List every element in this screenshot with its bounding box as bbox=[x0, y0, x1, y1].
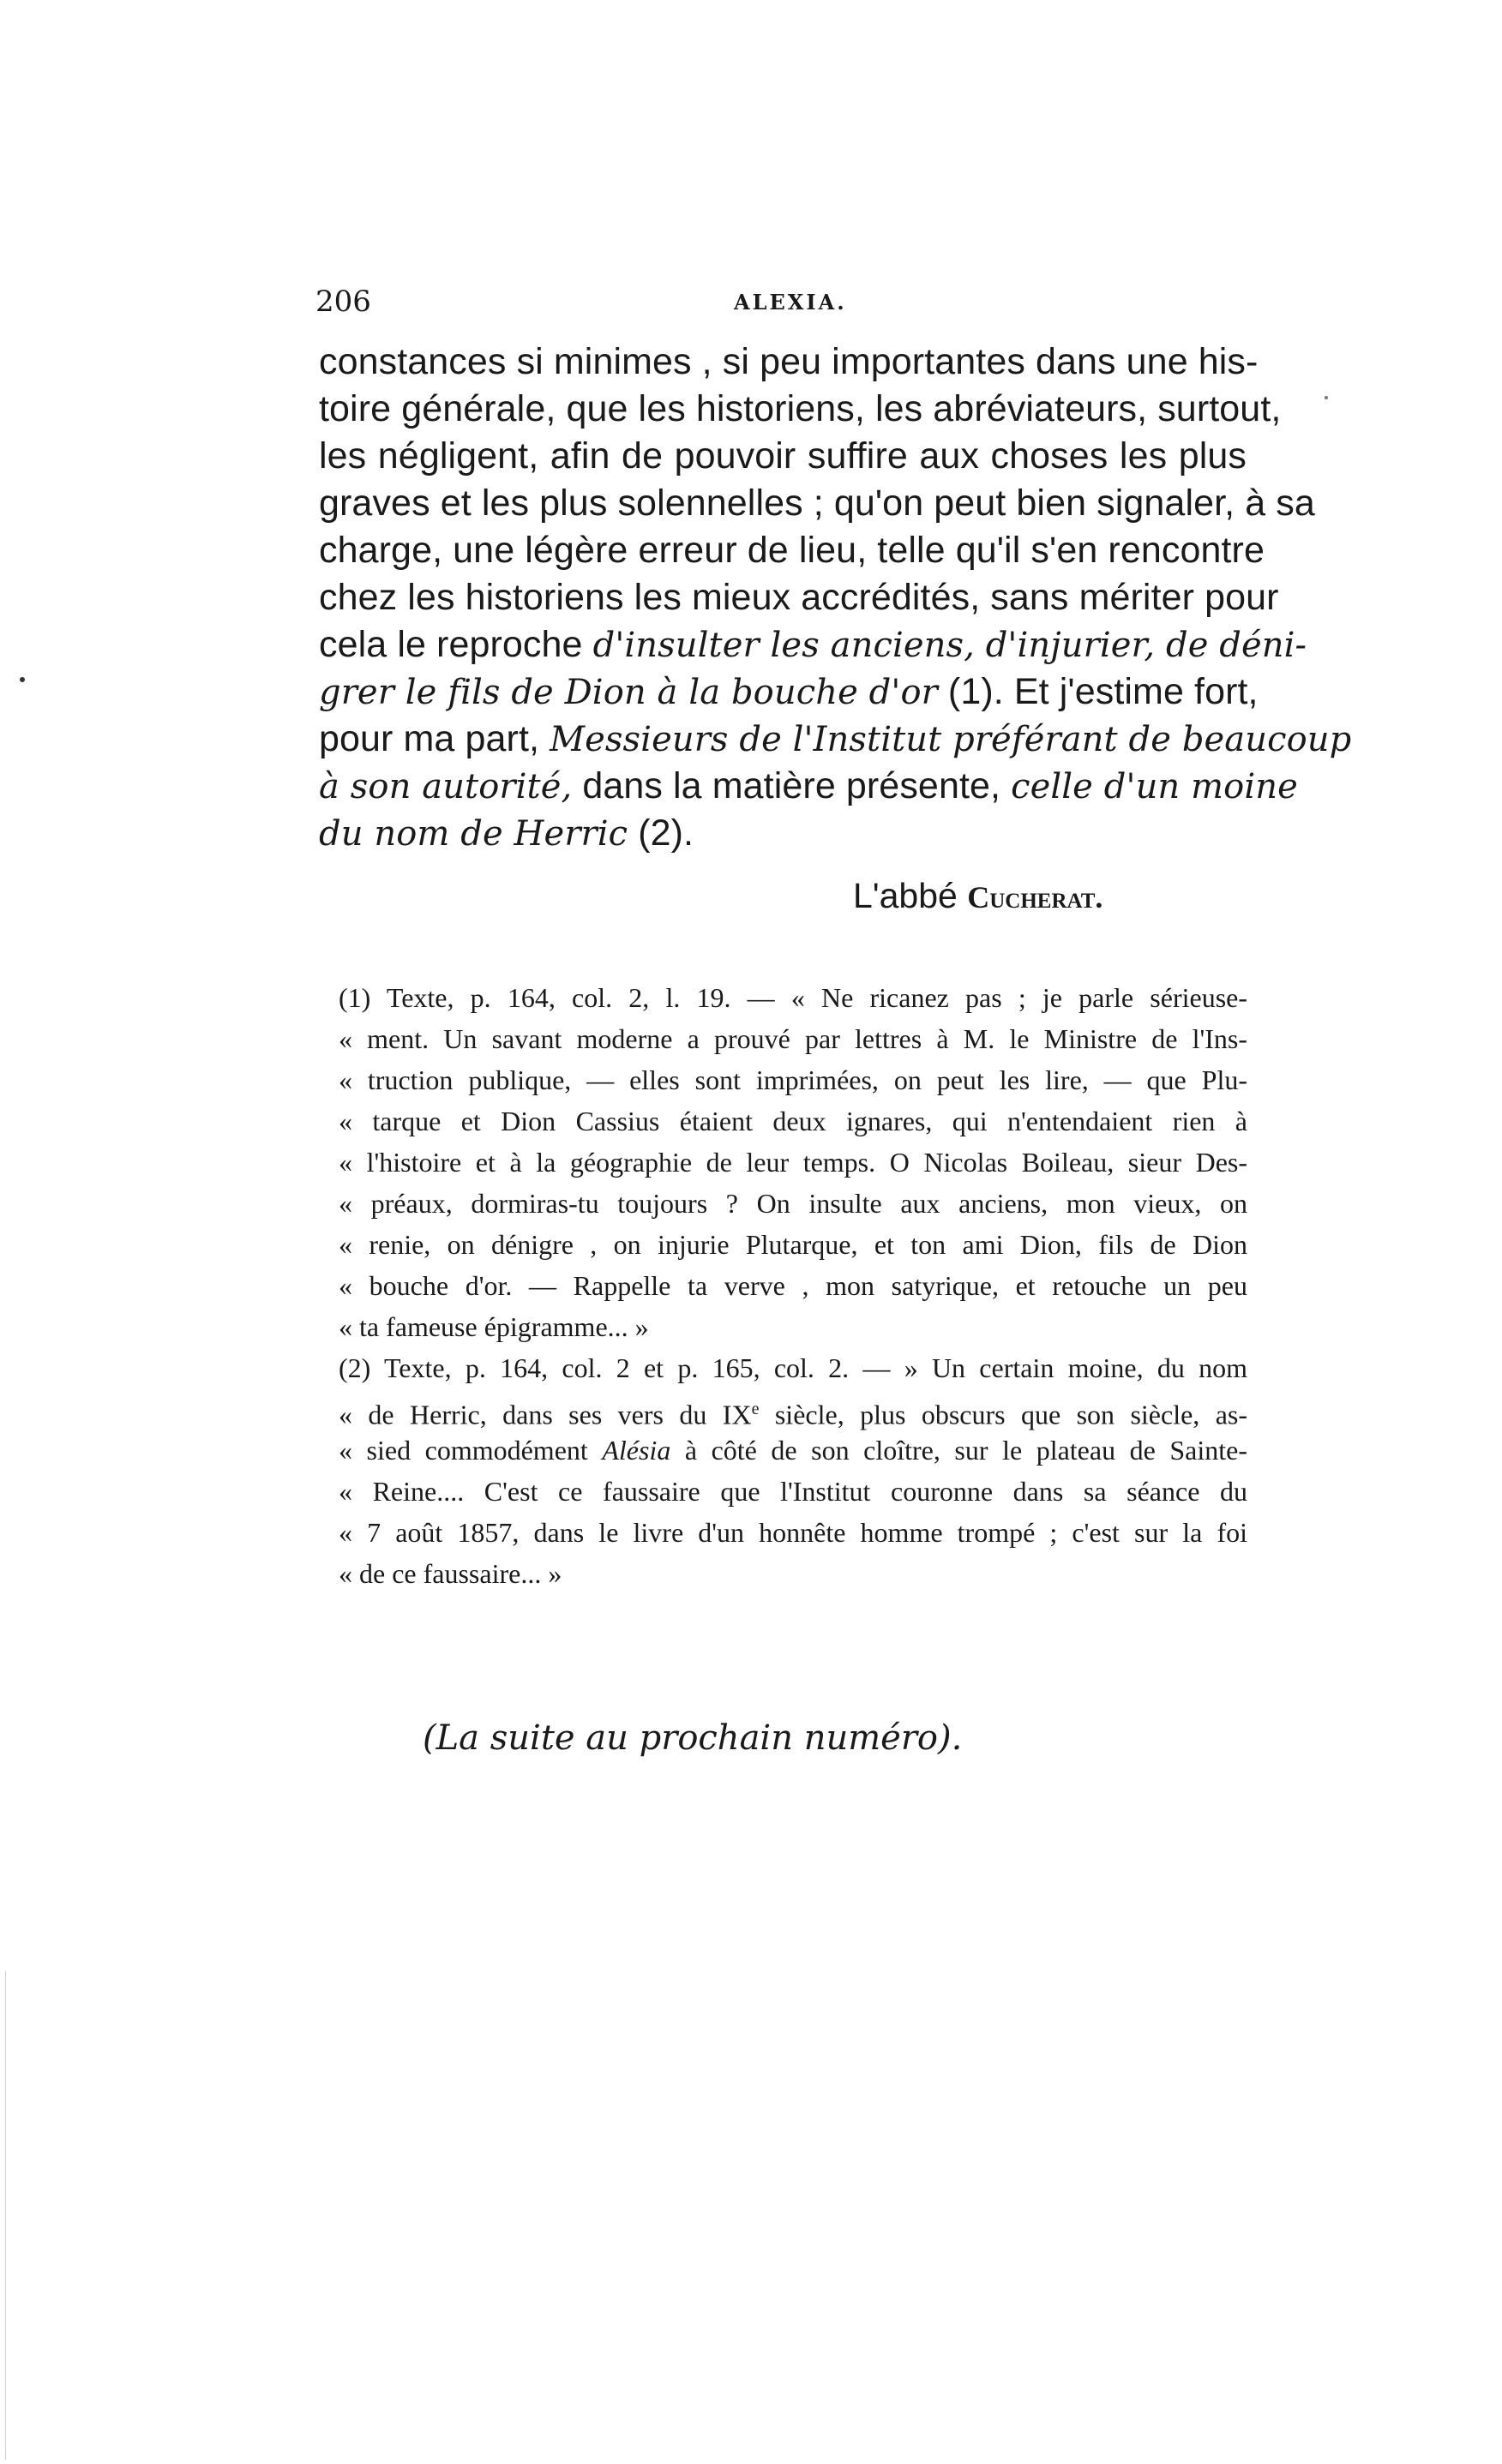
body-line: chez les historiens les mieux accrédités, sans mériter pour bbox=[319, 577, 1279, 618]
footnote-run: « sied commodément bbox=[339, 1435, 603, 1466]
body-italic-run: à son autorité, bbox=[319, 767, 573, 806]
body-line bbox=[319, 668, 1259, 716]
footnote-run: à côté de son cloître, sur le plateau de Sainte- bbox=[670, 1435, 1248, 1466]
footnote-line: « de ce faussaire... » bbox=[339, 1558, 562, 1589]
superscript: e bbox=[751, 1400, 760, 1418]
body-line: constances si minimes , si peu importantes dans une his- bbox=[319, 341, 1259, 382]
footnote-line: « renie, on dénigre , on injurie Plutarque, et ton ami Dion, fils de Dion bbox=[339, 1229, 1247, 1260]
footnotes bbox=[339, 977, 1247, 1594]
signature-prefix: L'abbé bbox=[853, 876, 968, 915]
scan-edge-line bbox=[5, 1971, 6, 2460]
page-number: 206 bbox=[315, 285, 371, 319]
body-italic-run: d'insulter les anciens, d'injurier, de déni- bbox=[592, 626, 1307, 665]
footnote-run: siècle, plus obscurs que son siècle, as- bbox=[759, 1399, 1248, 1430]
body-italic-run: du nom de Herric bbox=[319, 814, 628, 854]
body-line bbox=[319, 716, 1352, 763]
body-text-run: dans la matière présente, bbox=[572, 765, 1012, 806]
margin-speck bbox=[1325, 396, 1328, 399]
body-line bbox=[319, 763, 1298, 810]
footnote-run: « de Herric, dans ses vers du IX bbox=[339, 1399, 752, 1430]
footnote-line bbox=[339, 1388, 1247, 1430]
body-italic-run: celle d'un moine bbox=[1011, 767, 1298, 806]
footnote-italic-run: Alésia bbox=[602, 1435, 671, 1466]
body-text-run: cela le reproche bbox=[319, 624, 593, 665]
footnote-line: (1) Texte, p. 164, col. 2, l. 19. — « Ne ricanez pas ; je parle sérieuse- bbox=[339, 982, 1247, 1013]
body-text bbox=[319, 339, 1352, 857]
footnote-line: (2) Texte, p. 164, col. 2 et p. 165, col. 2. — » Un certain moine, du nom bbox=[339, 1352, 1247, 1383]
footnote-line: « Reine.... C'est ce faussaire que l'Institut couronne dans sa séance du bbox=[339, 1476, 1247, 1507]
footnote-line: « l'histoire et à la géographie de leur temps. O Nicolas Boileau, sieur Des- bbox=[339, 1147, 1247, 1178]
running-title: ALEXIA. bbox=[734, 290, 847, 315]
body-text-run: (1). Et j'estime fort, bbox=[937, 671, 1259, 712]
body-line: les négligent, afin de pouvoir suffire aux choses les plus bbox=[319, 435, 1247, 477]
body-text-run: pour ma part, bbox=[319, 718, 550, 759]
body-line: charge, une légère erreur de lieu, telle qu'il s'en rencontre bbox=[319, 530, 1265, 571]
author-signature bbox=[853, 876, 1102, 916]
footnote-line: « truction publique, — elles sont imprimées, on peut les lire, — que Plu- bbox=[339, 1064, 1247, 1095]
body-italic-run: Messieurs de l'Institut préférant de beaucoup bbox=[550, 720, 1352, 759]
body-text-run: (2). bbox=[628, 812, 694, 854]
footnote-line: « tarque et Dion Cassius étaient deux ignares, qui n'entendaient rien à bbox=[339, 1106, 1247, 1136]
footnote-line: « ta fameuse épigramme... » bbox=[339, 1311, 649, 1342]
body-line bbox=[319, 810, 1247, 857]
footnote-line: « bouche d'or. — Rappelle ta verve , mon satyrique, et retouche un peu bbox=[339, 1270, 1247, 1301]
body-line: graves et les plus solennelles ; qu'on peut bien signaler, à sa bbox=[319, 483, 1315, 524]
continued-notice: (La suite au prochain numéro). bbox=[423, 1718, 963, 1758]
footnote-line: « préaux, dormiras-tu toujours ? On insulte aux anciens, mon vieux, on bbox=[339, 1188, 1247, 1219]
footnote-line bbox=[339, 1430, 1247, 1471]
footnote-line: « 7 août 1857, dans le livre d'un honnête homme trompé ; c'est sur la foi bbox=[339, 1517, 1247, 1548]
footnote-line: « ment. Un savant moderne a prouvé par lettres à M. le Ministre de l'Ins- bbox=[339, 1023, 1247, 1054]
signature-name: Cucherat. bbox=[967, 880, 1103, 914]
page-header bbox=[315, 285, 1250, 336]
margin-speck bbox=[20, 677, 25, 682]
body-line bbox=[319, 621, 1307, 668]
body-italic-run: grer le fils de Dion à la bouche d'or bbox=[319, 673, 938, 712]
body-line: toire générale, que les historiens, les abréviateurs, surtout, bbox=[319, 388, 1282, 429]
